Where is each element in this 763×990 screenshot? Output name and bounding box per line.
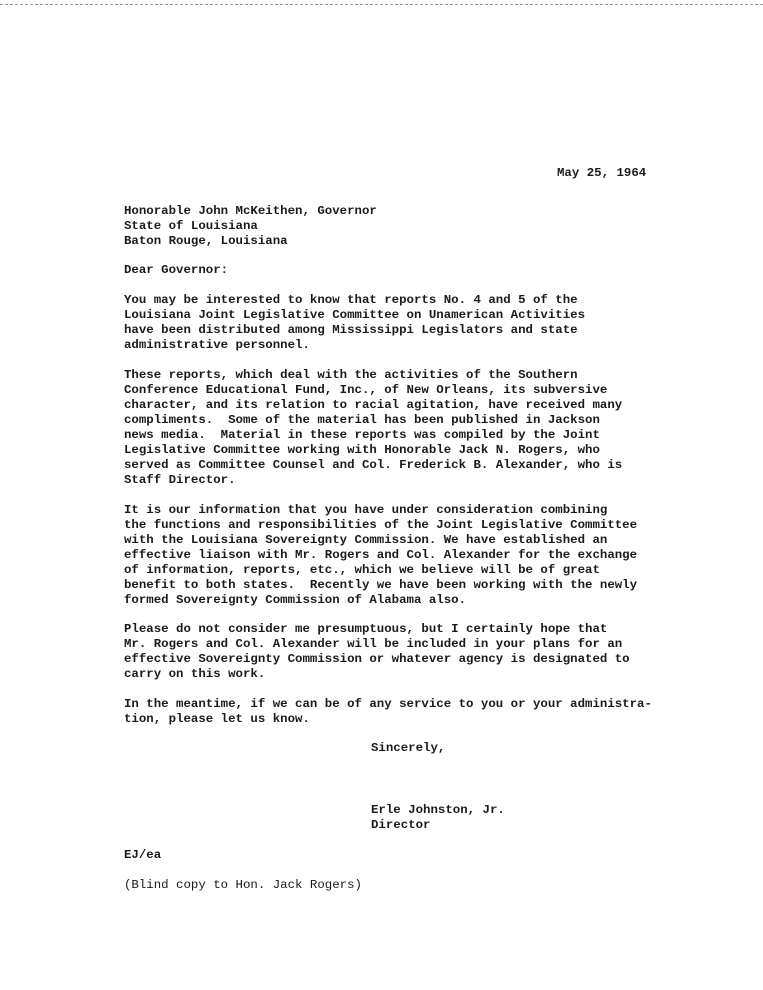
text-line: have been distributed among Mississippi Legislators and state xyxy=(124,323,578,337)
text-line: Louisiana Joint Legislative Committee on Unamerican Activities xyxy=(124,308,586,322)
text-line: of information, reports, etc., which we believe will be of great xyxy=(124,563,600,577)
text-line: the functions and responsibilities of the Joint Legislative Committee xyxy=(124,518,638,532)
text-line: Mr. Rogers and Col. Alexander will be included in your plans for an xyxy=(124,637,623,651)
text-line: It is our information that you have under consideration combining xyxy=(124,503,608,517)
typist-initials: EJ/ea xyxy=(124,848,162,862)
text-line: tion, please let us know. xyxy=(124,712,310,726)
signer-title: Director xyxy=(371,818,431,832)
address-line: Baton Rouge, Louisiana xyxy=(124,234,288,248)
text-line: served as Committee Counsel and Col. Frederick B. Alexander, who is xyxy=(124,458,623,472)
text-line: Please do not consider me presumptuous, but I certainly hope that xyxy=(124,622,608,636)
text-line: news media. Material in these reports was compiled by the Joint xyxy=(124,428,600,442)
text-line: Staff Director. xyxy=(124,473,236,487)
paragraph-5 xyxy=(124,697,652,727)
paragraph-4 xyxy=(124,622,630,682)
text-line: You may be interested to know that reports No. 4 and 5 of the xyxy=(124,293,578,307)
salutation: Dear Governor: xyxy=(124,263,229,277)
text-line: character, and its relation to racial agitation, have received many xyxy=(124,398,623,412)
signature-block xyxy=(371,803,505,833)
text-line: These reports, which deal with the activities of the Southern xyxy=(124,368,578,382)
text-line: benefit to both states. Recently we have been working with the newly xyxy=(124,578,638,592)
recipient-address xyxy=(124,204,377,249)
text-line: Conference Educational Fund, Inc., of New Orleans, its subversive xyxy=(124,383,608,397)
text-line: formed Sovereignty Commission of Alabama also. xyxy=(124,593,467,607)
paragraph-2 xyxy=(124,368,622,488)
text-line: Legislative Committee working with Honorable Jack N. Rogers, who xyxy=(124,443,600,457)
text-line: effective Sovereignty Commission or whatever agency is designated to xyxy=(124,652,630,666)
address-line: Honorable John McKeithen, Governor xyxy=(124,204,377,218)
text-line: compliments. Some of the material has been published in Jackson xyxy=(124,413,600,427)
closing: Sincerely, xyxy=(371,741,446,755)
text-line: with the Louisiana Sovereignty Commission. We have established an xyxy=(124,533,608,547)
signer-name: Erle Johnston, Jr. xyxy=(371,803,505,817)
paragraph-1 xyxy=(124,293,585,353)
text-line: effective liaison with Mr. Rogers and Col. Alexander for the exchange xyxy=(124,548,638,562)
text-line: In the meantime, if we can be of any service to you or your administra- xyxy=(124,697,652,711)
paragraph-3 xyxy=(124,503,637,608)
text-line: carry on this work. xyxy=(124,667,266,681)
address-line: State of Louisiana xyxy=(124,219,258,233)
text-line: administrative personnel. xyxy=(124,338,310,352)
letter-date: May 25, 1964 xyxy=(557,166,647,180)
top-edge-rule xyxy=(0,4,763,5)
blind-copy-note: (Blind copy to Hon. Jack Rogers) xyxy=(124,878,362,892)
